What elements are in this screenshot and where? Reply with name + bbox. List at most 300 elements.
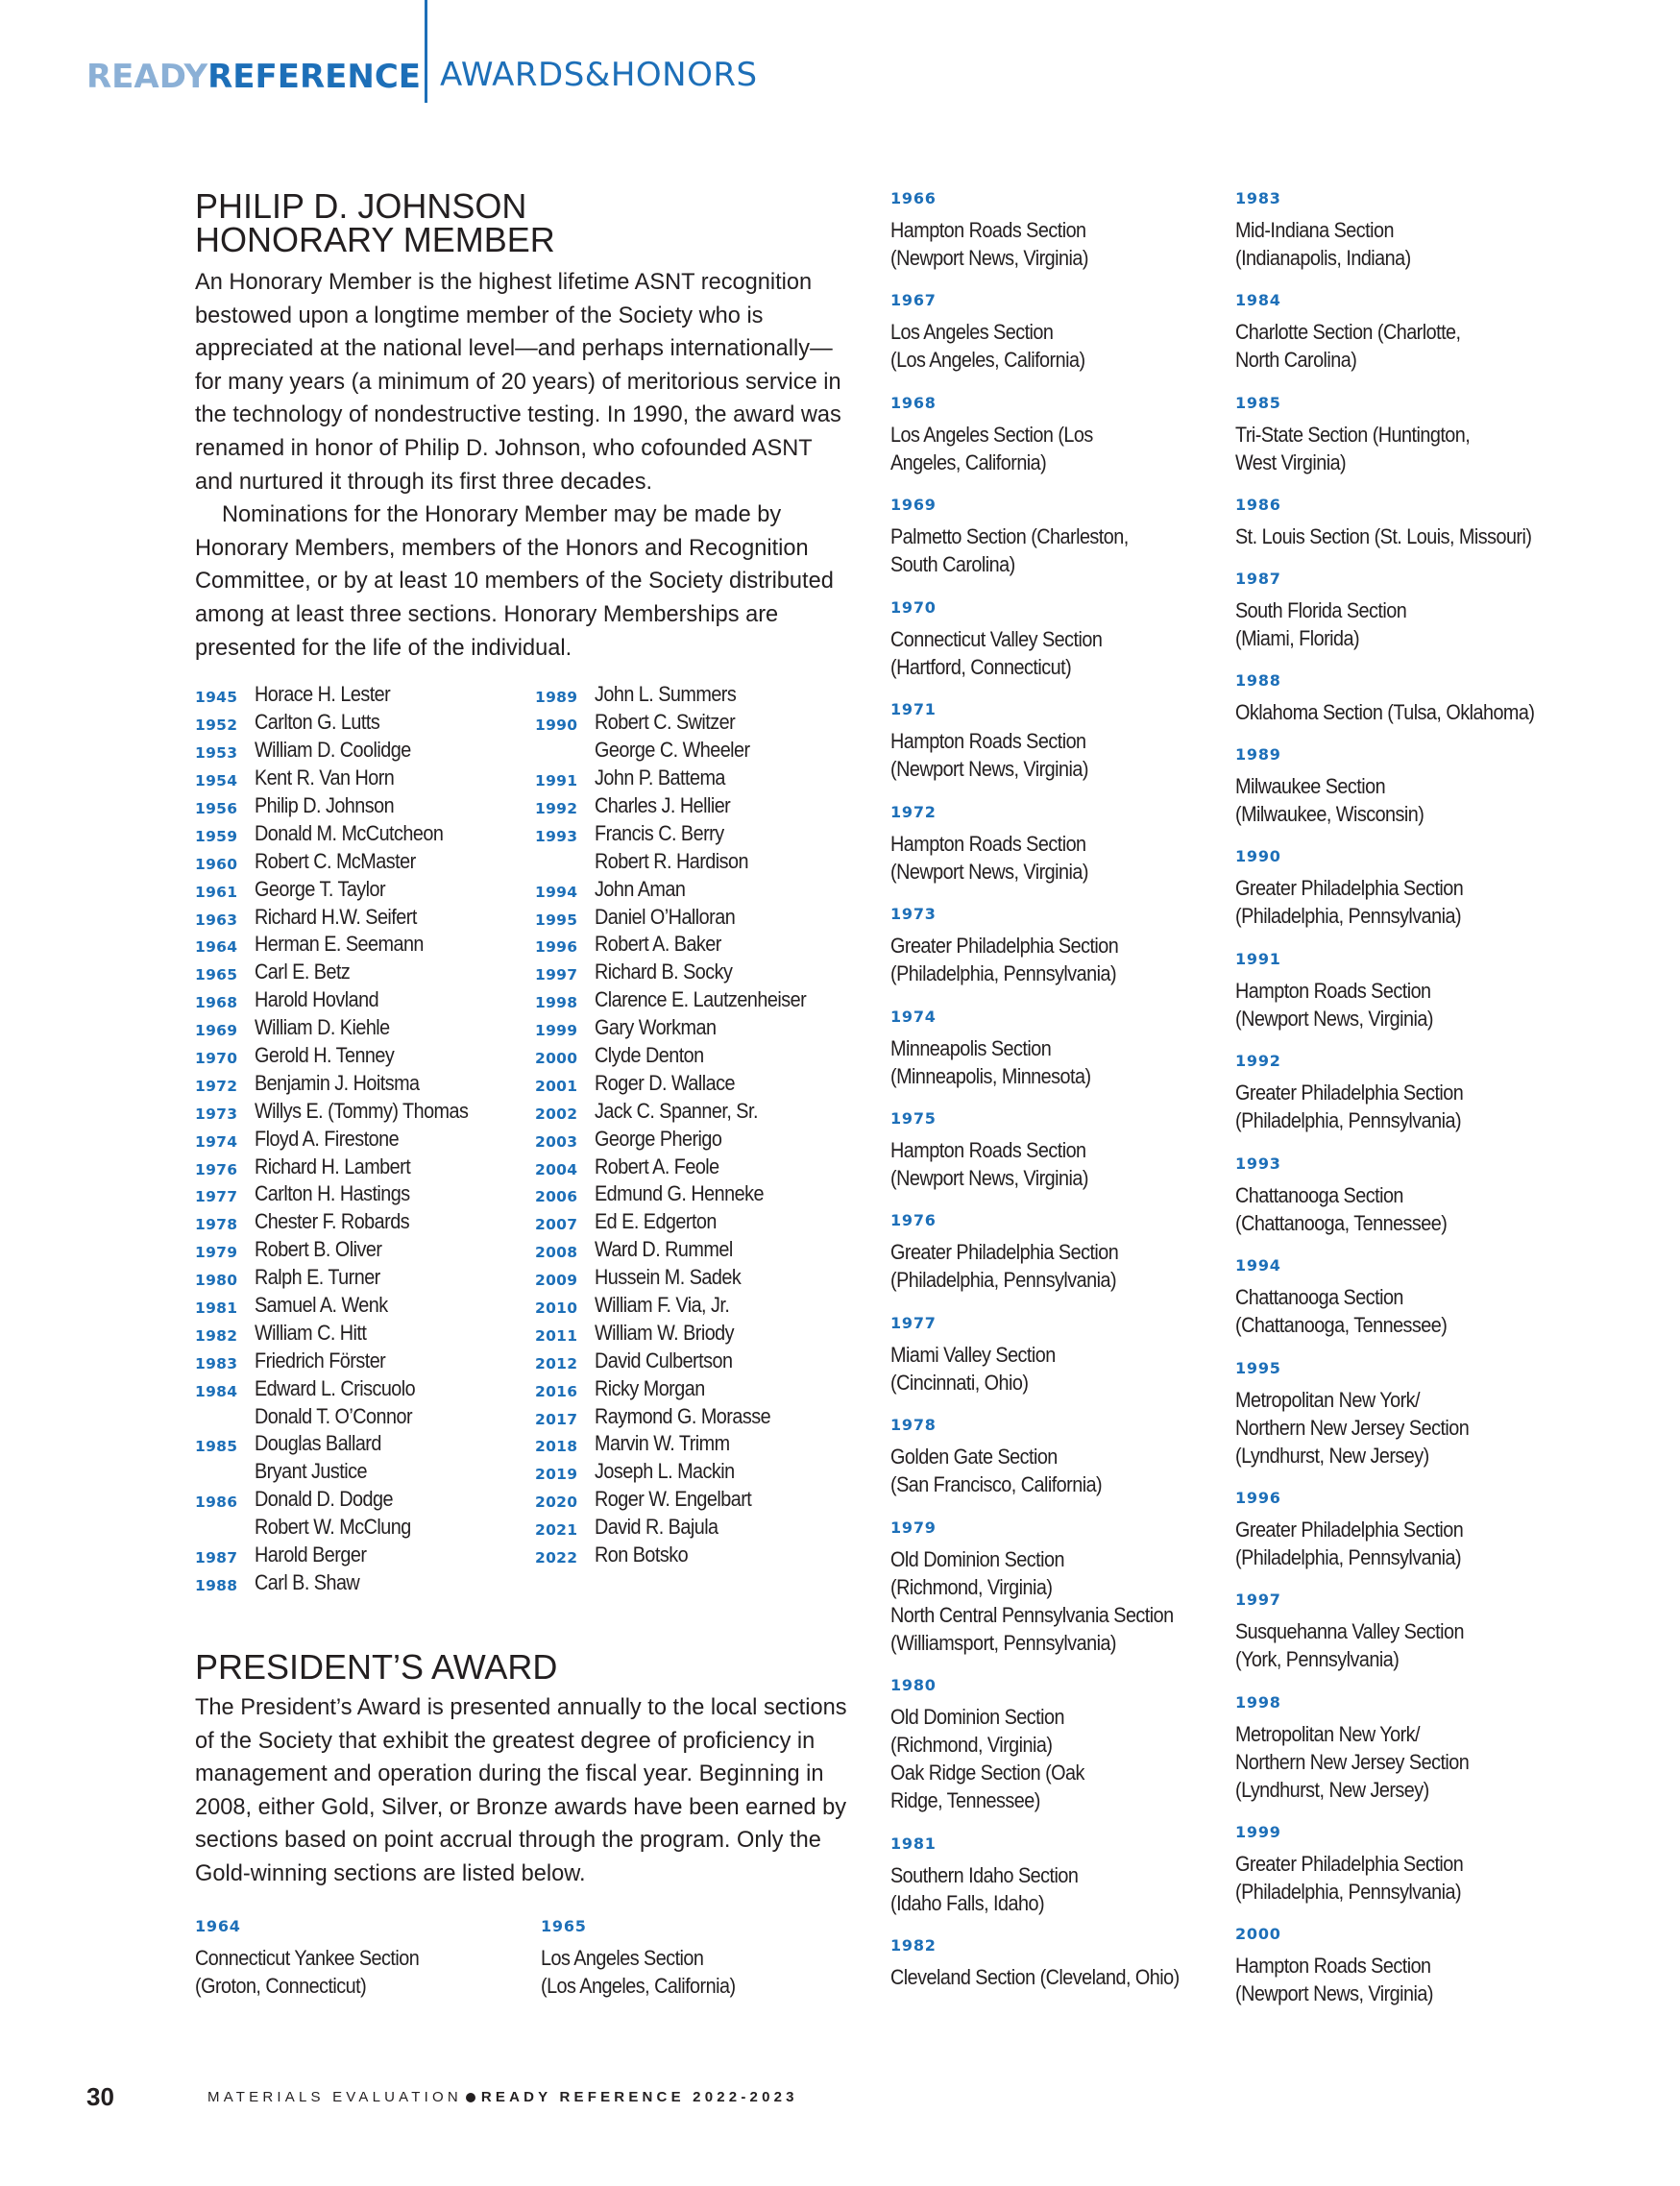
award-section [890,1341,1178,1397]
award-section-line: Los Angeles Section [541,1946,704,1970]
honoree-name: Charles J. Hellier [595,793,731,817]
honoree-year: 2000 [535,1050,578,1068]
award-section-line: Tri-State Section (Huntington, [1235,423,1471,447]
honoree-name: Francis C. Berry [595,820,724,845]
honoree-name: Ralph E. Turner [255,1265,380,1290]
honoree-name: Gary Workman [595,1015,717,1040]
award-section-line: (Groton, Connecticut) [195,1974,367,1998]
honoree-row [195,1486,498,1514]
honoree-name: Ward D. Rummel [595,1237,733,1262]
award-entry [890,1312,1217,1397]
award-entry [890,1414,1217,1498]
honoree-name: David R. Bajula [595,1515,718,1540]
honoree-name: Gerold H. Tenney [255,1043,395,1068]
award-section [1235,1386,1522,1469]
award-section-line: (Milwaukee, Wisconsin) [1235,802,1424,826]
honoree-row [535,1097,835,1125]
award-section [890,830,1178,886]
honoree-year: 1978 [195,1216,238,1234]
honoree-row [535,1430,835,1458]
honoree-year: 1996 [535,938,578,957]
award-section-line: Palmetto Section (Charleston, [890,524,1129,548]
honoree-year: 2016 [535,1382,578,1400]
award-section-line: Chattanooga Section [1235,1183,1403,1207]
award-year: 1999 [1235,1823,1281,1841]
honoree-year: 1992 [535,800,578,817]
award-year: 1972 [890,803,937,821]
award-section-line: Southern Idaho Section [890,1863,1079,1887]
award-year: 1978 [890,1416,937,1434]
honoree-name: Donald M. McCutcheon [255,820,444,845]
honoree-row [535,1153,835,1180]
honoree-row [195,1208,498,1236]
award-section-line: (Richmond, Virginia) [890,1575,1053,1599]
award-entry [1235,948,1562,1032]
award-section [890,522,1178,578]
award-section [1235,1181,1522,1237]
honoree-row [535,1264,835,1292]
honoree-row [535,1292,835,1320]
award-section [1235,1516,1522,1571]
honoree-name: Ed E. Edgerton [595,1209,717,1234]
award-section [1235,421,1522,476]
award-entry [1235,392,1562,476]
award-section [1235,1283,1522,1339]
honoree-year: 1968 [195,994,238,1012]
award-section-line: Oak Ridge Section (Oak [890,1761,1084,1785]
honoree-name: Robert R. Hardison [595,848,748,873]
honoree-year: 1961 [195,883,238,901]
award-section [890,1545,1178,1657]
honoree-name: William W. Briody [595,1320,735,1345]
award-year: 1991 [1235,950,1281,968]
award-entry [890,289,1217,374]
honoree-row [195,1374,498,1402]
honoree-year: 1976 [195,1160,238,1178]
honorary-list-left [195,681,498,1596]
honoree-row [535,1042,835,1070]
award-section-line: (San Francisco, California) [890,1472,1103,1496]
award-section-line: North Central Pennsylvania Section [890,1603,1174,1627]
award-entry [1235,1691,1562,1804]
award-section [541,1944,828,2000]
honoree-year: 2006 [535,1188,578,1206]
honoree-year: 1965 [195,966,238,984]
award-year: 1976 [890,1211,937,1229]
honoree-year: 2010 [535,1299,578,1318]
award-section-line: Golden Gate Section [890,1445,1058,1469]
award-section-line: North Carolina) [1235,348,1357,372]
honoree-year: 1972 [195,1077,238,1095]
award-section [890,1703,1178,1814]
award-entry [890,392,1217,476]
award-section [890,1034,1178,1090]
honoree-year: 1953 [195,744,238,763]
award-section-line: Los Angeles Section (Los [890,423,1093,447]
honoree-name: Benjamin J. Hoitsma [255,1070,420,1095]
honoree-year: 1990 [535,717,578,735]
honoree-row [195,1402,498,1430]
award-year: 1990 [1235,847,1281,865]
award-section-line: (Los Angeles, California) [890,348,1085,372]
award-section-line: Miami Valley Section [890,1343,1056,1367]
honoree-name: William F. Via, Jr. [595,1293,730,1318]
honoree-row [535,681,835,709]
award-section [195,1944,482,2000]
honoree-year: 1987 [195,1549,238,1567]
header-reference: REFERENCE [207,58,421,96]
honoree-row [535,1069,835,1097]
president-award-title: PRESIDENT’S AWARD [195,1647,558,1687]
award-section-line: (Newport News, Virginia) [890,246,1088,270]
honoree-row [535,1374,835,1402]
honoree-row [195,792,498,820]
honoree-row [535,1180,835,1208]
award-entry [1235,1487,1562,1571]
honoree-name: Robert B. Oliver [255,1237,382,1262]
award-section [1235,874,1522,930]
honoree-year: 1999 [535,1022,578,1040]
honorary-paragraph-1: An Honorary Member is the highest lifetime ASNT recognition bestowed upon a longtime member of the Society who is appreciated at the national level—and perhaps internationally—for many years (a minimum of 20 years) of meritorious service in the technology of nondestructive testing. In 1990, the award was renamed in honor of Philip D. Johnson, who cofounded ASNT and nurtured it through its first three decades. [195,270,841,495]
honoree-name: Carl B. Shaw [255,1569,360,1594]
honoree-row [535,1014,835,1042]
honoree-name: David Culbertson [595,1348,733,1372]
award-section-line: Hampton Roads Section [890,729,1086,753]
award-section-line: Los Angeles Section [890,320,1054,344]
honoree-name: Daniel O’Halloran [595,904,736,929]
honoree-row [535,709,835,737]
honoree-row [195,1153,498,1180]
award-section-line: South Carolina) [890,552,1015,576]
award-section-line: Charlotte Section (Charlotte, [1235,320,1461,344]
honoree-year: 2017 [535,1410,578,1428]
honoree-name: Richard B. Socky [595,959,733,984]
honoree-row [195,1069,498,1097]
president-award-description [195,1691,854,1891]
honoree-name: Horace H. Lester [255,682,391,707]
award-entry [890,1006,1217,1090]
honoree-row [195,1180,498,1208]
honoree-row [535,1542,835,1569]
honoree-row [535,1236,835,1264]
honoree-name: Samuel A. Wenk [255,1293,388,1318]
running-header [86,53,421,101]
honoree-name: Raymond G. Morasse [595,1403,771,1428]
award-section-line: (Lyndhurst, New Jersey) [1235,1778,1429,1802]
award-section [1235,977,1522,1032]
honoree-year: 1956 [195,800,238,817]
honoree-row [195,819,498,847]
honoree-year: 2008 [535,1244,578,1262]
award-entry [890,698,1217,783]
award-section-line: Northern New Jersey Section [1235,1416,1470,1440]
award-entry [890,1209,1217,1294]
honoree-row [535,819,835,847]
honoree-name: William D. Kiehle [255,1015,390,1040]
award-section [890,625,1178,681]
honoree-name: Roger D. Wallace [595,1070,735,1095]
honoree-name: Hussein M. Sadek [595,1265,742,1290]
award-section [1235,1617,1522,1673]
award-section [890,1238,1178,1294]
honorary-title-line1: PHILIP D. JOHNSON [195,186,527,226]
award-section-line: (Philadelphia, Pennsylvania) [890,961,1117,985]
honoree-year: 2001 [535,1077,578,1095]
honoree-year: 2018 [535,1438,578,1456]
award-year: 1982 [890,1936,937,1955]
honoree-name: Willys E. (Tommy) Thomas [255,1098,469,1123]
award-year: 1964 [195,1917,241,1935]
award-year: 1994 [1235,1256,1281,1275]
honoree-year: 2007 [535,1216,578,1234]
award-section-line: Greater Philadelphia Section [1235,1081,1464,1105]
award-entry [1235,1050,1562,1134]
footer-issue: READY REFERENCE 2022-2023 [480,2089,798,2105]
award-entry [890,1934,1217,1991]
honoree-row [535,1347,835,1374]
award-section [1235,772,1522,828]
honoree-year: 1945 [195,689,238,707]
header-section-name: AWARDS&HONORS [440,56,758,94]
award-year: 1992 [1235,1052,1281,1070]
award-year: 1985 [1235,394,1281,412]
award-year: 1997 [1235,1591,1281,1609]
honoree-name: Chester F. Robards [255,1209,410,1234]
honoree-year: 1997 [535,966,578,984]
honoree-row [195,1319,498,1347]
award-year: 2000 [1235,1925,1281,1943]
honoree-year: 1991 [535,772,578,790]
honoree-year: 2002 [535,1105,578,1123]
honoree-year: 2011 [535,1326,578,1345]
honoree-row [195,1042,498,1070]
honoree-year: 1963 [195,911,238,929]
award-section-line: Greater Philadelphia Section [1235,1518,1464,1542]
honoree-row [535,1319,835,1347]
award-section-line: (Philadelphia, Pennsylvania) [1235,1545,1462,1569]
award-section-line: (Chattanooga, Tennessee) [1235,1211,1448,1235]
honoree-name: Roger W. Engelbart [595,1487,752,1512]
honoree-row [195,1125,498,1153]
honoree-name: Edward L. Criscuolo [255,1375,416,1400]
award-year: 1979 [890,1518,937,1537]
award-year: 1977 [890,1314,937,1332]
honoree-year: 2019 [535,1466,578,1484]
award-section-line: St. Louis Section (St. Louis, Missouri) [1235,524,1532,548]
award-section [890,727,1178,783]
bullet-icon [466,2093,475,2102]
honorary-paragraph-2: Nominations for the Honorary Member may be made by Honorary Members, members of the Honors and Recognition Committee, or by at least 10 members of the Society distributed among at least three sections. Honorary Memberships are presented for the life of the individual. [195,502,834,661]
honoree-row [195,1514,498,1542]
honoree-row [535,875,835,903]
honoree-row [535,1514,835,1542]
honoree-name: Donald D. Dodge [255,1487,393,1512]
honoree-year: 1969 [195,1022,238,1040]
footer-publication: MATERIALS EVALUATION [207,2089,462,2105]
honorary-description [195,266,854,665]
award-entry [1235,494,1562,550]
award-section-line: Hampton Roads Section [890,832,1086,856]
honoree-row [195,847,498,875]
award-section-line: (Newport News, Virginia) [890,1166,1088,1190]
honoree-year: 1983 [195,1354,238,1372]
honoree-name: Robert C. McMaster [255,848,416,873]
honoree-name: Harold Hovland [255,987,379,1012]
award-section-line: (Newport News, Virginia) [890,757,1088,781]
honoree-year: 2004 [535,1160,578,1178]
award-section-line: Angeles, California) [890,450,1047,474]
award-entry [541,1915,867,2000]
honoree-year: 2021 [535,1521,578,1540]
honoree-year: 1959 [195,827,238,845]
honoree-name: John L. Summers [595,682,737,707]
honoree-year: 1952 [195,717,238,735]
award-section-line: Connecticut Valley Section [890,627,1103,651]
award-section-line: Old Dominion Section [890,1547,1064,1571]
honoree-year: 1954 [195,772,238,790]
award-section-line: Old Dominion Section [890,1705,1064,1729]
award-section-line: (Williamsport, Pennsylvania) [890,1631,1117,1655]
honoree-row [535,986,835,1014]
honoree-row [195,875,498,903]
honoree-name: George Pherigo [595,1126,722,1151]
award-entry [1235,743,1562,828]
award-section-line: (Philadelphia, Pennsylvania) [890,1268,1117,1292]
president-paragraph: The President’s Award is presented annually to the local sections of the Society that exhibit the greatest degree of proficiency in management and operation during the fiscal year. Beginning in 2008, either Gold, Silver, or Bronze awards have been earned by sections based on point accrual through the program. Only the Gold-winning sections are listed below. [195,1695,847,1886]
award-year: 1981 [890,1834,937,1853]
award-section [1235,1850,1522,1906]
award-entry [890,1833,1217,1917]
award-entry [890,1674,1217,1814]
honoree-year: 2009 [535,1272,578,1290]
honoree-name: William D. Coolidge [255,738,411,763]
award-year: 1995 [1235,1359,1281,1377]
award-section [890,318,1178,374]
header-divider [425,0,427,103]
honoree-name: Carlton G. Lutts [255,710,380,735]
honoree-row [195,1458,498,1486]
award-year: 1974 [890,1008,937,1026]
honoree-row [535,1486,835,1514]
honoree-year: 1979 [195,1244,238,1262]
honoree-name: John P. Battema [595,765,725,790]
award-section-line: Oklahoma Section (Tulsa, Oklahoma) [1235,700,1535,724]
award-entry [890,1517,1217,1657]
award-entry [1235,1153,1562,1237]
award-section [890,1443,1178,1498]
award-year: 1968 [890,394,937,412]
award-section-line: Northern New Jersey Section [1235,1750,1470,1774]
award-section-line: West Virginia) [1235,450,1347,474]
award-section-line: Hampton Roads Section [1235,979,1431,1003]
honoree-row [535,792,835,820]
award-section-line: South Florida Section [1235,598,1407,622]
honoree-name: Harold Berger [255,1542,367,1567]
honoree-name: George C. Wheeler [595,738,750,763]
award-section [1235,216,1522,272]
award-section-line: Greater Philadelphia Section [890,1240,1119,1264]
honorary-title-line2: HONORARY MEMBER [195,220,555,259]
award-section-line: Milwaukee Section [1235,774,1386,798]
honoree-name: Clarence E. Lautzenheiser [595,987,807,1012]
honoree-year: 1986 [195,1494,238,1512]
honoree-name: John Aman [595,876,686,901]
honoree-row [195,959,498,986]
honoree-row [535,765,835,792]
honoree-year: 2020 [535,1494,578,1512]
award-entry [890,903,1217,987]
award-entry [1235,1821,1562,1906]
honorary-list-right [535,681,835,1569]
award-year: 1988 [1235,671,1281,690]
award-year: 1989 [1235,745,1281,764]
honoree-row [535,959,835,986]
honoree-year: 2003 [535,1132,578,1151]
honoree-row [195,1542,498,1569]
honoree-row [195,931,498,959]
award-section-line: Ridge, Tennessee) [890,1788,1040,1812]
award-section [890,216,1178,272]
award-section-line: (Richmond, Virginia) [890,1733,1053,1757]
award-year: 1986 [1235,496,1281,514]
honoree-name: Friedrich Förster [255,1348,386,1372]
honoree-year: 1977 [195,1188,238,1206]
honoree-name: Carlton H. Hastings [255,1181,410,1206]
award-entry [890,1107,1217,1192]
award-entry [890,596,1217,681]
honoree-year: 1998 [535,994,578,1012]
honoree-year: 1980 [195,1272,238,1290]
award-section-line: Hampton Roads Section [890,218,1086,242]
award-section [890,1136,1178,1192]
award-entry [1235,1923,1562,2007]
award-year: 1967 [890,291,937,309]
award-section-line: Metropolitan New York/ [1235,1722,1421,1746]
honoree-row [195,681,498,709]
award-entry [890,494,1217,578]
award-section-line: (Miami, Florida) [1235,626,1360,650]
honoree-row [195,903,498,931]
award-section-line: Minneapolis Section [890,1036,1052,1060]
honoree-row [535,903,835,931]
honoree-row [535,1125,835,1153]
honoree-name: Marvin W. Trimm [595,1431,730,1456]
award-section-line: Metropolitan New York/ [1235,1388,1421,1412]
honoree-name: Richard H. Lambert [255,1154,411,1178]
honoree-row [535,1458,835,1486]
honoree-name: Donald T. O’Connor [255,1403,413,1428]
honoree-name: Ron Botsko [595,1542,689,1567]
award-section-line: (Los Angeles, California) [541,1974,736,1998]
honoree-year: 1964 [195,938,238,957]
honoree-name: Clyde Denton [595,1043,704,1068]
honoree-name: Ricky Morgan [595,1375,705,1400]
honoree-row [195,1014,498,1042]
honoree-name: Robert C. Switzer [595,710,736,735]
award-entry [1235,669,1562,726]
honoree-name: Edmund G. Henneke [595,1181,764,1206]
honoree-year: 1982 [195,1326,238,1345]
honoree-name: Carl E. Betz [255,959,351,984]
award-section-line: Connecticut Yankee Section [195,1946,420,1970]
award-section [1235,596,1522,652]
award-year: 1975 [890,1109,937,1128]
honoree-year: 2022 [535,1549,578,1567]
honoree-row [195,1097,498,1125]
award-section-line: Hampton Roads Section [1235,1954,1431,1978]
honoree-row [195,1430,498,1458]
award-section-line: (Newport News, Virginia) [1235,1007,1433,1031]
